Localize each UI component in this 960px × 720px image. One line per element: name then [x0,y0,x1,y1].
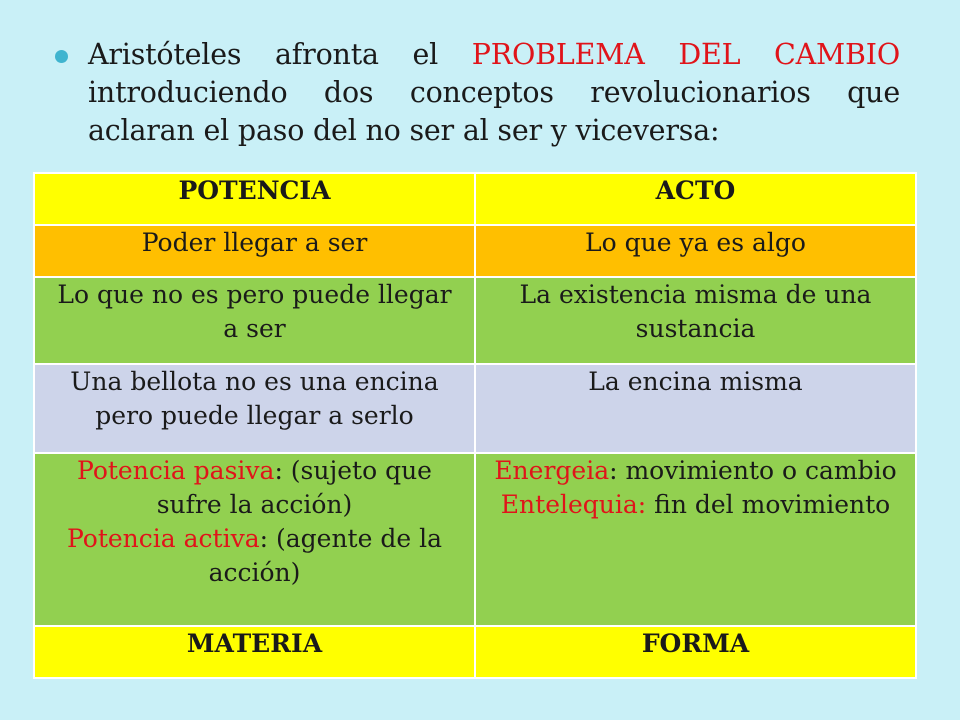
potencia-pasiva-line [47,454,462,522]
table-row [34,277,916,364]
cell-potencia-description: Lo que no es pero puede llegar a ser [34,277,475,364]
cell-potencia-types [34,453,475,626]
table-footer-row [34,626,916,678]
cell-acto-types [475,453,916,626]
footer-forma: FORMA [475,626,916,678]
header-potencia: POTENCIA [34,173,475,225]
cell-acto-description: La existencia misma de una sustancia [475,277,916,364]
intro-part1: Aristóteles afronta el [88,38,472,71]
energeia-desc: : movimiento o cambio [609,456,897,485]
intro-paragraph [55,36,900,150]
energeia-term: Energeia [494,456,610,485]
cell-acto-example: La encina misma [475,364,916,453]
footer-materia: MATERIA [34,626,475,678]
potencia-acto-table [33,172,917,679]
cell-acto-definition: Lo que ya es algo [475,225,916,277]
table-row [34,364,916,453]
table-row [34,225,916,277]
energeia-line [488,454,903,488]
entelequia-desc: fin del movimiento [646,490,891,519]
intro-part2: introduciendo dos conceptos revolucionarios que aclaran el paso del no ser al ser y viceversa: [88,76,900,147]
potencia-activa-term: Potencia activa [66,524,260,553]
entelequia-line [488,488,903,522]
potencia-pasiva-term: Potencia pasiva [77,456,275,485]
table-row [34,453,916,626]
cell-potencia-definition: Poder llegar a ser [34,225,475,277]
bullet-dot-icon [55,50,68,63]
potencia-activa-line [47,522,462,590]
table-header-row [34,173,916,225]
potencia-pasiva-desc: : (sujeto que sufre la acción) [156,456,432,519]
intro-text [88,36,900,150]
header-acto: ACTO [475,173,916,225]
intro-highlight: PROBLEMA DEL CAMBIO [471,38,900,71]
cell-potencia-example: Una bellota no es una encina pero puede llegar a serlo [34,364,475,453]
potencia-activa-desc: : (agente de la acción) [208,524,442,587]
entelequia-term: Entelequia: [500,490,647,519]
